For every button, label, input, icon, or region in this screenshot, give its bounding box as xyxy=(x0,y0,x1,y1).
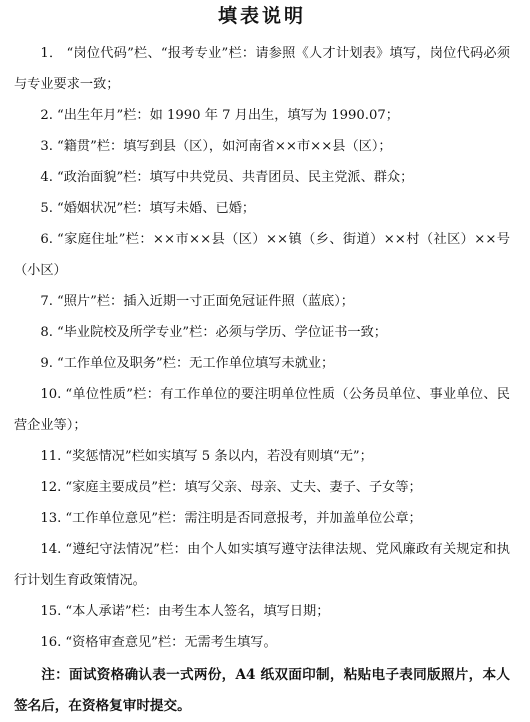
item-number: 1． xyxy=(40,46,63,61)
item-text: “工作单位及职务”栏：无工作单位填写未就业； xyxy=(56,356,335,371)
item-text: “本人承诺”栏：由考生本人签名，填写日期； xyxy=(65,604,330,619)
footer-note: 注：面试资格确认表一式两份，A4 纸双面印制，粘贴电子表同版照片，本人签名后，在资格复审时提交。 xyxy=(14,667,510,714)
page-title: 填表说明 xyxy=(217,5,306,27)
instruction-item xyxy=(14,286,510,317)
instruction-item xyxy=(14,193,510,224)
instruction-item xyxy=(14,348,510,379)
item-text: “籍贯”栏：填写到县（区），如河南省××市××县（区）； xyxy=(56,139,392,154)
item-text: “出生年月”栏：如 1990 年 7 月出生，填写为 1990.07； xyxy=(56,108,399,123)
item-number: 9. xyxy=(40,356,53,371)
instruction-item xyxy=(14,596,510,627)
item-number: 15. xyxy=(40,604,62,619)
item-text: “单位性质”栏：有工作单位的要注明单位性质（公务员单位、事业单位、民营企业等）； xyxy=(14,387,510,433)
item-number: 3. xyxy=(40,139,53,154)
item-text: “工作单位意见”栏：需注明是否同意报考，并加盖单位公章； xyxy=(65,511,422,526)
item-text: “婚姻状况”栏：填写未婚、已婚； xyxy=(56,201,256,216)
item-text: “岗位代码”栏、“报考专业”栏：请参照《人才计划表》填写，岗位代码必须与专业要求一致； xyxy=(14,46,511,92)
instruction-item xyxy=(14,627,510,658)
item-text: “遵纪守法情况”栏：由个人如实填写遵守法律法规、党风廉政有关规定和执行计划生育政策情况。 xyxy=(14,542,510,588)
instruction-item xyxy=(14,534,510,596)
item-number: 6. xyxy=(40,232,53,247)
instruction-item xyxy=(14,472,510,503)
item-text: “毕业院校及所学专业”栏：必须与学历、学位证书一致； xyxy=(56,325,387,340)
item-text: “家庭住址”栏：××市××县（区）××镇（乡、街道）××村（社区）××号（小区） xyxy=(14,232,510,278)
instruction-item xyxy=(14,441,510,472)
instruction-item xyxy=(14,224,510,286)
item-number: 12. xyxy=(40,480,62,495)
instruction-item xyxy=(14,38,510,100)
item-text: “家庭主要成员”栏：填写父亲、母亲、丈夫、妻子、子女等； xyxy=(65,480,422,495)
item-number: 8. xyxy=(40,325,53,340)
item-number: 7. xyxy=(40,294,53,309)
item-text: “资格审查意见”栏：无需考生填写。 xyxy=(65,635,277,650)
item-number: 10. xyxy=(40,387,62,402)
item-text: “奖惩情况”栏如实填写 5 条以内，若没有则填“无”； xyxy=(65,449,373,464)
item-number: 11. xyxy=(40,449,62,464)
item-number: 5. xyxy=(40,201,53,216)
item-number: 14. xyxy=(40,542,62,557)
instruction-item xyxy=(14,162,510,193)
instruction-item xyxy=(14,379,510,441)
item-text: “照片”栏：插入近期一寸正面免冠证件照（蓝底）； xyxy=(56,294,354,309)
instruction-item xyxy=(14,100,510,131)
instruction-item xyxy=(14,503,510,534)
item-text: “政治面貌”栏：填写中共党员、共青团员、民主党派、群众； xyxy=(56,170,414,185)
instruction-item xyxy=(14,317,510,348)
item-number: 16. xyxy=(40,635,62,650)
instruction-item xyxy=(14,131,510,162)
item-number: 2. xyxy=(40,108,53,123)
instruction-list xyxy=(14,38,510,658)
item-number: 13. xyxy=(40,511,62,526)
item-number: 4. xyxy=(40,170,53,185)
